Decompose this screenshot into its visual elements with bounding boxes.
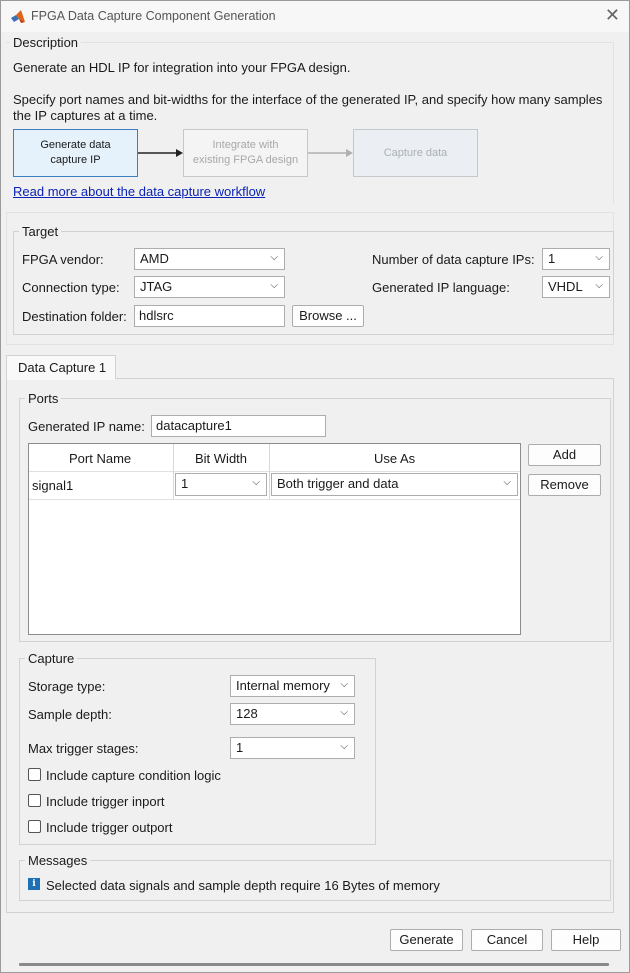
col-port-name[interactable]: Port Name — [69, 451, 132, 466]
add-button[interactable]: Add — [528, 444, 601, 466]
chevron-down-icon: ⌵ — [595, 280, 603, 291]
cancel-button[interactable]: Cancel — [471, 929, 543, 951]
chevron-down-icon: ⌵ — [503, 477, 511, 488]
arrow-icon — [308, 147, 354, 159]
trigger-label: Max trigger stages: — [28, 741, 139, 756]
language-label: Generated IP language: — [372, 280, 510, 295]
depth-label: Sample depth: — [28, 707, 112, 722]
vendor-label: FPGA vendor: — [22, 252, 104, 267]
description-line3: the IP captures at a time. — [13, 108, 158, 123]
column-divider — [173, 444, 174, 499]
ip-name-label: Generated IP name: — [28, 419, 145, 434]
chevron-down-icon: ⌵ — [340, 679, 348, 690]
window-title: FPGA Data Capture Component Generation — [31, 9, 276, 23]
row-bit-width-value: 1 — [181, 476, 189, 491]
connection-value: JTAG — [140, 279, 173, 294]
folder-value: hdlsrc — [139, 308, 174, 323]
chevron-down-icon: ⌵ — [270, 252, 278, 263]
connection-label: Connection type: — [22, 280, 120, 295]
chevron-down-icon: ⌵ — [340, 741, 348, 752]
remove-button[interactable]: Remove — [528, 474, 601, 496]
trigger-inport-label[interactable]: Include trigger inport — [46, 794, 165, 809]
trigger-value: 1 — [236, 740, 244, 755]
messages-title: Messages — [25, 853, 90, 868]
step2-line2: existing FPGA design — [192, 154, 299, 166]
browse-button[interactable]: Browse ... — [292, 305, 364, 327]
row-use-as-value: Both trigger and data — [277, 476, 399, 491]
folder-input[interactable] — [134, 305, 285, 327]
chevron-down-icon: ⌵ — [270, 280, 278, 291]
ports-table — [28, 443, 521, 635]
tab-seam — [7, 378, 115, 380]
depth-dropdown[interactable] — [230, 703, 355, 725]
vendor-value: AMD — [140, 251, 169, 266]
column-divider — [269, 444, 270, 499]
depth-value: 128 — [236, 706, 258, 721]
help-button[interactable]: Help — [551, 929, 621, 951]
step1-line1: Generate data — [40, 139, 111, 151]
row-divider — [29, 499, 520, 500]
horizontal-scrollbar[interactable] — [19, 963, 609, 966]
close-icon[interactable]: ✕ — [604, 5, 620, 25]
chevron-down-icon: ⌵ — [340, 707, 348, 718]
ip-name-value: datacapture1 — [156, 418, 232, 433]
capture-condition-checkbox[interactable] — [28, 768, 41, 781]
col-bit-width[interactable]: Bit Width — [195, 451, 248, 466]
description-title: Description — [10, 35, 81, 50]
storage-label: Storage type: — [28, 679, 106, 694]
trigger-outport-checkbox[interactable] — [28, 820, 41, 833]
title-bar[interactable] — [1, 1, 629, 32]
storage-value: Internal memory — [236, 678, 330, 693]
chevron-down-icon: ⌵ — [595, 252, 603, 263]
row-use-as-dropdown[interactable] — [271, 473, 518, 496]
description-line1: Generate an HDL IP for integration into your FPGA design. — [13, 60, 351, 75]
connection-dropdown[interactable] — [134, 276, 285, 298]
ip-name-input[interactable] — [151, 415, 326, 437]
step2-line1: Integrate with — [212, 139, 279, 151]
row-bit-width-dropdown[interactable] — [175, 473, 267, 496]
vendor-dropdown[interactable] — [134, 248, 285, 270]
folder-label: Destination folder: — [22, 309, 127, 324]
trigger-inport-checkbox[interactable] — [28, 794, 41, 807]
col-use-as[interactable]: Use As — [374, 451, 416, 466]
capture-condition-label[interactable]: Include capture condition logic — [46, 768, 221, 783]
trigger-dropdown[interactable] — [230, 737, 355, 759]
description-line2: Specify port names and bit-widths for the interface of the generated IP, and specify how many samples — [13, 92, 603, 107]
arrow-icon — [138, 147, 184, 159]
info-icon: i — [28, 878, 40, 890]
step1-line2: capture IP — [50, 154, 101, 166]
trigger-outport-label[interactable]: Include trigger outport — [46, 820, 173, 835]
language-value: VHDL — [548, 279, 583, 294]
num-ips-label: Number of data capture IPs: — [372, 252, 535, 267]
capture-title: Capture — [25, 651, 77, 666]
matlab-logo-icon — [10, 9, 26, 24]
generate-button[interactable]: Generate — [390, 929, 463, 951]
target-title: Target — [19, 224, 61, 239]
tab-data-capture-1[interactable] — [6, 355, 116, 379]
ports-title: Ports — [25, 391, 61, 406]
step-integrate — [183, 129, 308, 177]
workflow-link[interactable]: Read more about the data capture workflow — [13, 184, 266, 199]
message-text: Selected data signals and sample depth require 16 Bytes of memory — [46, 878, 440, 893]
row-port-name[interactable]: signal1 — [32, 478, 74, 493]
tab-label: Data Capture 1 — [18, 360, 107, 375]
chevron-down-icon: ⌵ — [252, 477, 260, 488]
num-ips-value: 1 — [548, 251, 556, 266]
storage-dropdown[interactable] — [230, 675, 355, 697]
num-ips-dropdown[interactable] — [542, 248, 610, 270]
language-dropdown[interactable] — [542, 276, 610, 298]
step-capture-data — [353, 129, 478, 177]
step3-label: Capture data — [383, 146, 448, 159]
step-generate-ip — [13, 129, 138, 177]
